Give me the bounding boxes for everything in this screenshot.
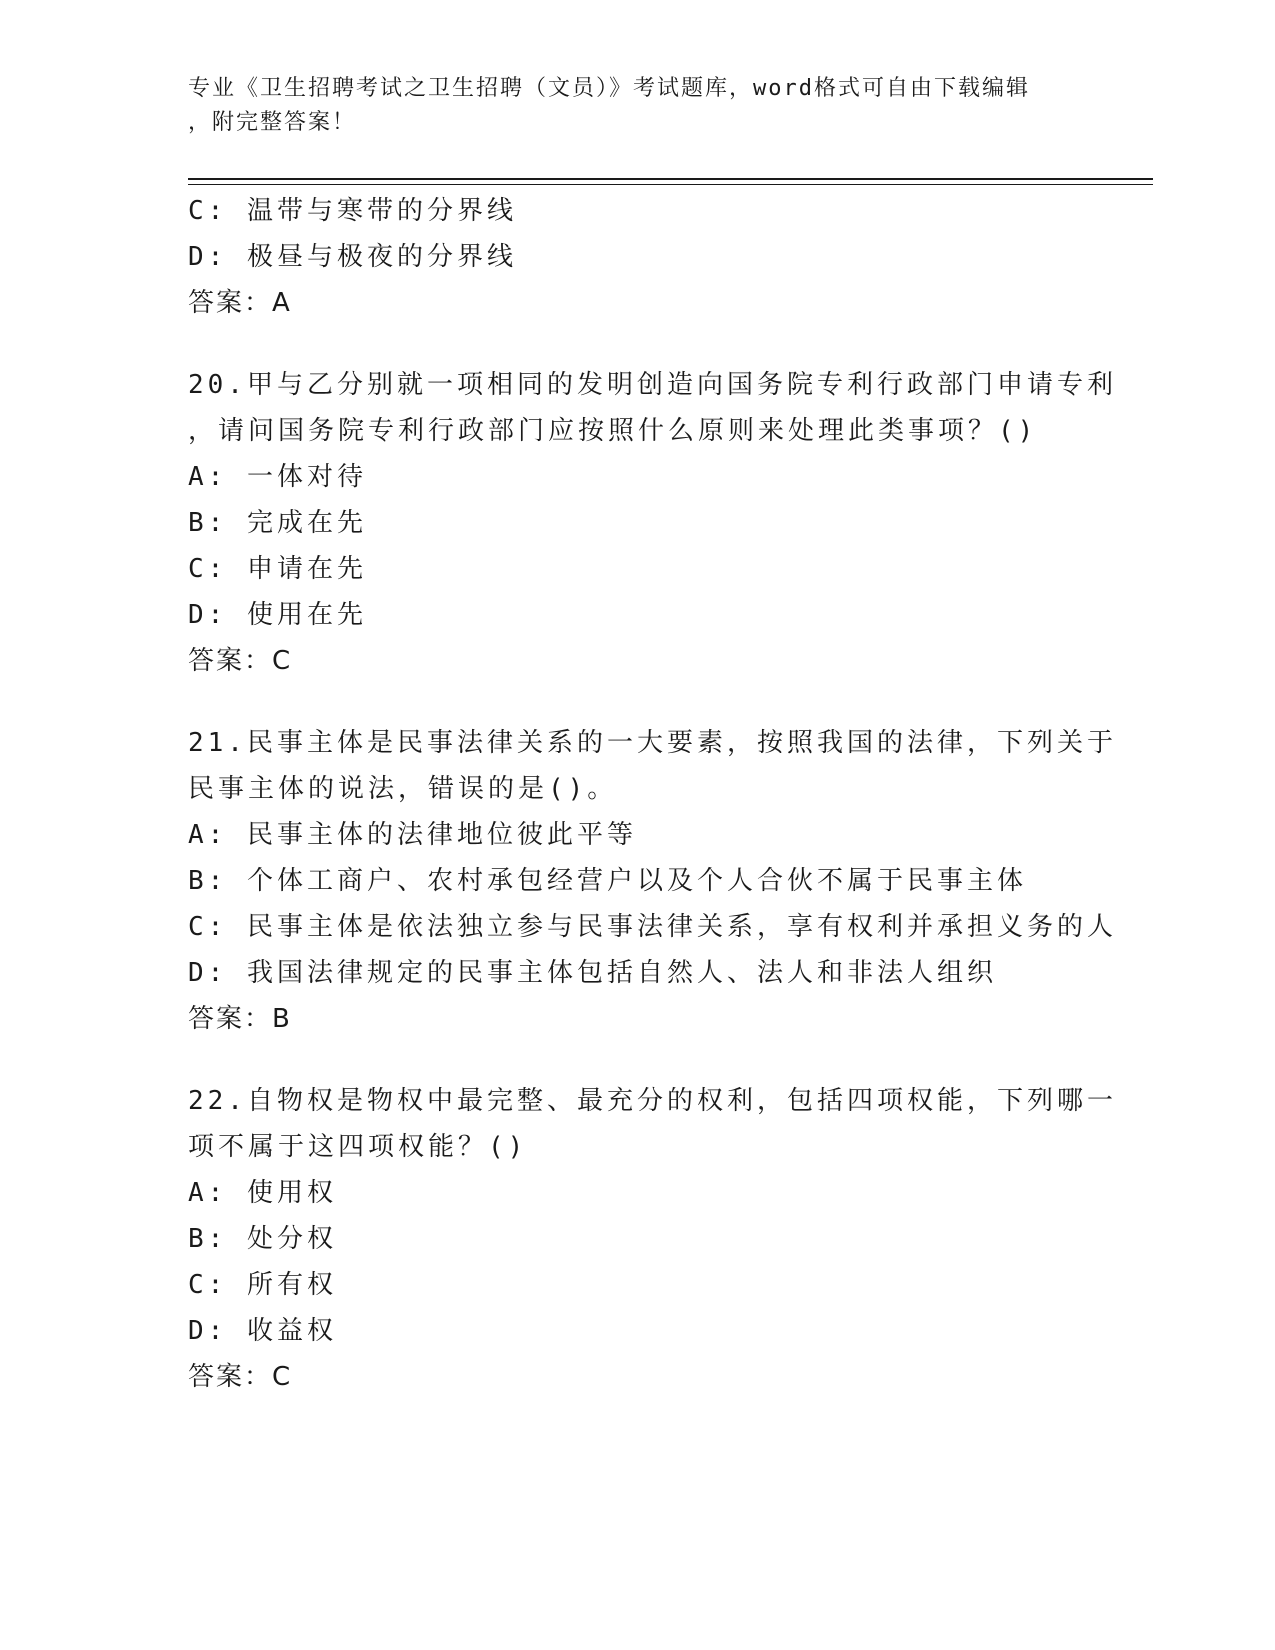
question-list — [188, 188, 1117, 1400]
option-c: C: 申请在先 — [188, 554, 367, 584]
option-c: C: 民事主体是依法独立参与民事法律关系，享有权利并承担义务的人 — [188, 912, 1117, 942]
answer: 答案：C — [188, 1362, 293, 1392]
question-text: 21.民事主体是民事法律关系的一大要素，按照我国的法律，下列关于 — [188, 728, 1117, 758]
option-b: B: 完成在先 — [188, 508, 367, 538]
header-rule-thick — [188, 178, 1153, 180]
question-text: ，请问国务院专利行政部门应按照什么原则来处理此类事项？() — [188, 416, 1038, 446]
option-a: A: 使用权 — [188, 1178, 337, 1208]
option-c: C: 温带与寒带的分界线 — [188, 196, 517, 226]
answer: 答案：A — [188, 288, 292, 318]
document-header — [188, 72, 1068, 140]
option-b: B: 个体工商户、农村承包经营户以及个人合伙不属于民事主体 — [188, 866, 1027, 896]
question-text: 22.自物权是物权中最完整、最充分的权利，包括四项权能，下列哪一 — [188, 1086, 1117, 1116]
question-text: 项不属于这四项权能？() — [188, 1132, 528, 1162]
option-c: C: 所有权 — [188, 1270, 337, 1300]
option-d: D: 极昼与极夜的分界线 — [188, 242, 517, 272]
question-text: 民事主体的说法，错误的是()。 — [188, 774, 618, 804]
header-line-1: 专业《卫生招聘考试之卫生招聘（文员）》考试题库，word格式可自由下载编辑 — [188, 76, 1030, 101]
option-d: D: 使用在先 — [188, 600, 367, 630]
option-d: D: 我国法律规定的民事主体包括自然人、法人和非法人组织 — [188, 958, 997, 988]
option-d: D: 收益权 — [188, 1316, 337, 1346]
answer: 答案：B — [188, 1004, 292, 1034]
question-19-tail — [188, 188, 1088, 326]
option-a: A: 民事主体的法律地位彼此平等 — [188, 820, 637, 850]
header-rule-thin — [188, 184, 1153, 185]
answer: 答案：C — [188, 646, 293, 676]
option-a: A: 一体对待 — [188, 462, 367, 492]
header-line-2: ，附完整答案！ — [188, 110, 357, 135]
question-text: 20.甲与乙分别就一项相同的发明创造向国务院专利行政部门申请专利 — [188, 370, 1117, 400]
question-21 — [188, 720, 1117, 1042]
option-b: B: 处分权 — [188, 1224, 337, 1254]
question-20 — [188, 362, 1117, 684]
question-22 — [188, 1078, 1117, 1400]
